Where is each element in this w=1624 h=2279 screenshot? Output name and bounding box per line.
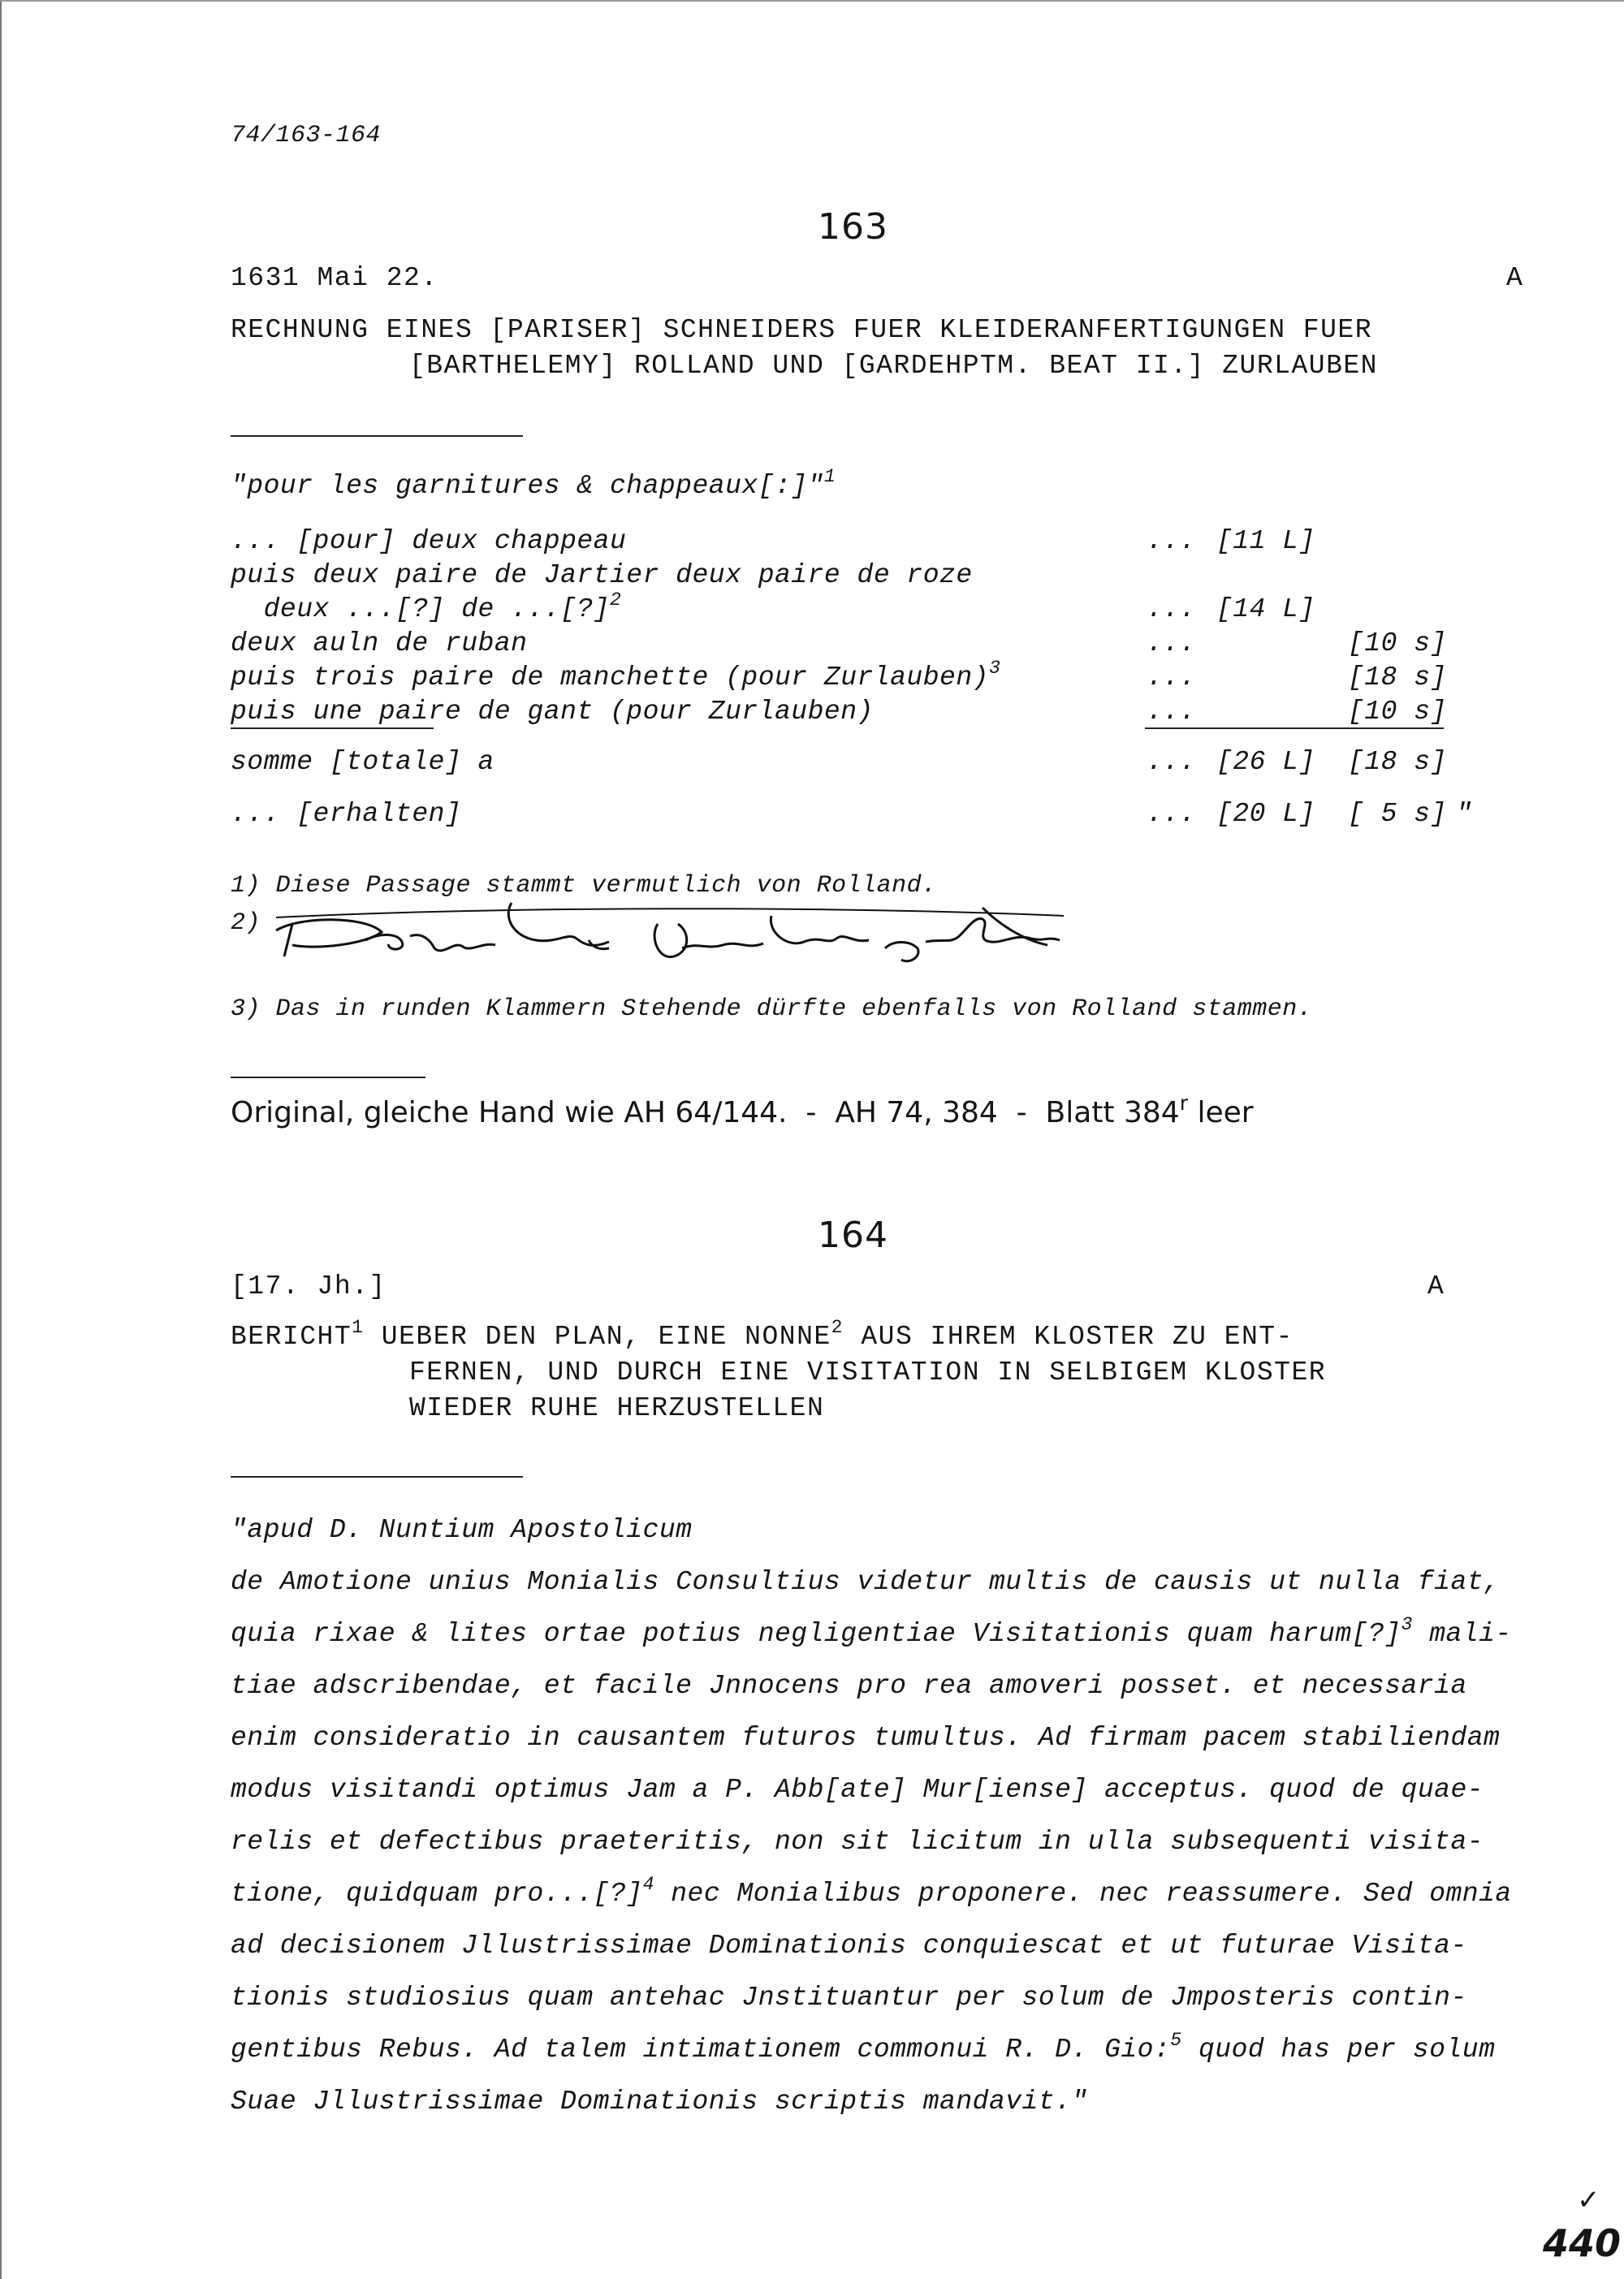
bill-item-sols: [10 s]: [1348, 628, 1447, 658]
source-text: Original, gleiche Hand wie AH 64/144. - AH 74, 384 - Blatt 384: [231, 1096, 1180, 1129]
document-164-title-line1: [231, 1317, 1294, 1352]
latin-line: enim consideratio in causantem futuros tumultus. Ad firmam pacem stabiliendam: [231, 1723, 1501, 1753]
bill-total-text: somme [totale] a: [231, 747, 495, 777]
checkmark-icon: ✓: [1577, 2184, 1600, 2216]
bill-received-dots: ...: [1147, 799, 1196, 829]
latin-line: Suae Jllustrissimae Dominationis scriptis mandavit.": [231, 2087, 1088, 2117]
document-163-title-line1: RECHNUNG EINES [PARISER] SCHNEIDERS FUER KLEIDERANFERTIGUNGEN FUER: [231, 315, 1373, 345]
latin-text: nec Monialibus proponere. nec reassumere. Sed omnia: [654, 1879, 1512, 1909]
section-rule-164: [231, 1476, 523, 1478]
bill-item-text: ... [pour] deux chappeau: [231, 526, 627, 556]
footnote-marker: 1: [823, 466, 836, 488]
latin-line: relis et defectibus praeteritis, non sit licitum in ulla subsequenti visita-: [231, 1827, 1484, 1857]
folio-number: 440: [1543, 2221, 1622, 2265]
latin-text: quod has per solum: [1181, 2035, 1496, 2065]
bill-received-close-quote: ": [1456, 799, 1473, 829]
page-top-edge: [0, 0, 1624, 2]
latin-line: "apud D. Nuntium Apostolicum: [231, 1515, 693, 1545]
latin-line: ad decisionem Jllustrissimae Dominationis conquiescat et ut futurae Visita-: [231, 1931, 1467, 1961]
bill-item-dots: ...: [1147, 594, 1196, 624]
bill-item-dots: ...: [1147, 628, 1196, 658]
title-end: AUS IHREM KLOSTER ZU ENT-: [844, 1322, 1294, 1352]
document-164-title-line2: FERNEN, UND DURCH EINE VISITATION IN SELBIGEM KLOSTER: [409, 1357, 1327, 1388]
bill-item-text: deux auln de ruban: [231, 628, 528, 658]
section-rule-163: [231, 435, 523, 437]
recto-marker: r: [1179, 1090, 1189, 1115]
bill-heading: [231, 466, 836, 501]
subtotal-rule: [1145, 727, 1444, 729]
bill-item-text: puis deux paire de Jartier deux paire de roze: [231, 560, 973, 590]
latin-text: mali-: [1412, 1619, 1512, 1649]
footnote-marker: 3: [1401, 1614, 1413, 1636]
bill-total-sols: [18 s]: [1348, 747, 1447, 777]
document-164-number: 164: [818, 1215, 888, 1256]
bill-item-dots: ...: [1147, 526, 1196, 556]
document-163-number: 163: [818, 206, 888, 248]
source-text-after: leer: [1188, 1096, 1254, 1129]
bill-item-text-main: puis trois paire de manchette (pour Zurlauben): [231, 663, 989, 693]
latin-line: de Amotione unius Monialis Consultius videtur multis de causis ut nulla fiat,: [231, 1567, 1501, 1597]
bill-item-livres: [11 L]: [1216, 526, 1315, 556]
document-163-title-line2: [BARTHELEMY] ROLLAND UND [GARDEHPTM. BEAT II.] ZURLAUBEN: [409, 351, 1378, 381]
bill-item-text: [231, 589, 622, 624]
footnote-marker: 5: [1170, 2030, 1182, 2052]
page-left-edge: [0, 0, 2, 2279]
bill-item-text: [231, 658, 1001, 693]
bill-received-livres: [20 L]: [1216, 799, 1315, 829]
section-rule-source: [231, 1077, 425, 1078]
latin-line: modus visitandi optimus Jam a P. Abb[ate] Mur[iense] acceptus. quod de quae-: [231, 1775, 1484, 1805]
bill-item-livres: [14 L]: [1216, 594, 1315, 624]
latin-line: tiae adscribendae, et facile Jnnocens pro rea amoveri posset. et necessaria: [231, 1671, 1467, 1701]
latin-text: quia rixae & lites ortae potius negligentiae Visitationis quam harum[?]: [231, 1619, 1402, 1649]
document-163-source: [231, 1090, 1254, 1129]
document-163-date: 1631 Mai 22.: [231, 263, 438, 293]
title-mid: UEBER DEN PLAN, EINE NONNE: [364, 1322, 831, 1352]
bill-item-dots: ...: [1147, 697, 1196, 727]
footnote-163-1: 1) Diese Passage stammt vermutlich von Rolland.: [231, 872, 937, 900]
document-164-class: A: [1427, 1271, 1445, 1301]
handwritten-signature-image: [268, 891, 1080, 981]
bill-item-text: puis une paire de gant (pour Zurlauben): [231, 697, 874, 727]
bill-item-sols: [18 s]: [1348, 663, 1447, 693]
underline-rule: [231, 727, 434, 729]
document-164-title-line3: WIEDER RUHE HERZUSTELLEN: [409, 1393, 825, 1423]
title-word: BERICHT: [231, 1322, 352, 1352]
bill-heading-text: "pour les garnitures & chappeaux[:]": [231, 471, 824, 501]
bill-received-sols: [ 5 s]: [1348, 799, 1447, 829]
latin-text: tione, quidquam pro...[?]: [231, 1879, 643, 1909]
latin-line: [231, 1614, 1512, 1649]
document-reference: 74/163-164: [231, 122, 382, 149]
latin-line: tionis studiosius quam antehac Jnstituantur per solum de Jmposteris contin-: [231, 1983, 1467, 2013]
footnote-marker: 4: [642, 1874, 654, 1896]
document-164-date: [17. Jh.]: [231, 1271, 387, 1301]
latin-line: [231, 1874, 1512, 1909]
bill-received-text: ... [erhalten]: [231, 799, 462, 829]
bill-item-dots: ...: [1147, 663, 1196, 693]
latin-text: gentibus Rebus. Ad talem intimationem commonui R. D. Gio:: [231, 2035, 1171, 2065]
latin-line: [231, 2030, 1496, 2065]
bill-total-livres: [26 L]: [1216, 747, 1315, 777]
bill-item-sols: [10 s]: [1348, 697, 1447, 727]
footnote-marker: 1: [352, 1317, 365, 1339]
footnote-163-2-label: 2): [231, 909, 261, 937]
bill-item-text-main: deux ...[?] de ...[?]: [231, 594, 610, 624]
document-163-class: A: [1506, 263, 1524, 293]
footnote-marker: 3: [988, 658, 1001, 680]
footnote-marker: 2: [831, 1317, 844, 1339]
footnote-163-3: 3) Das in runden Klammern Stehende dürfte ebenfalls von Rolland stammen.: [231, 995, 1313, 1023]
footnote-marker: 2: [609, 589, 622, 611]
bill-total-dots: ...: [1147, 747, 1196, 777]
